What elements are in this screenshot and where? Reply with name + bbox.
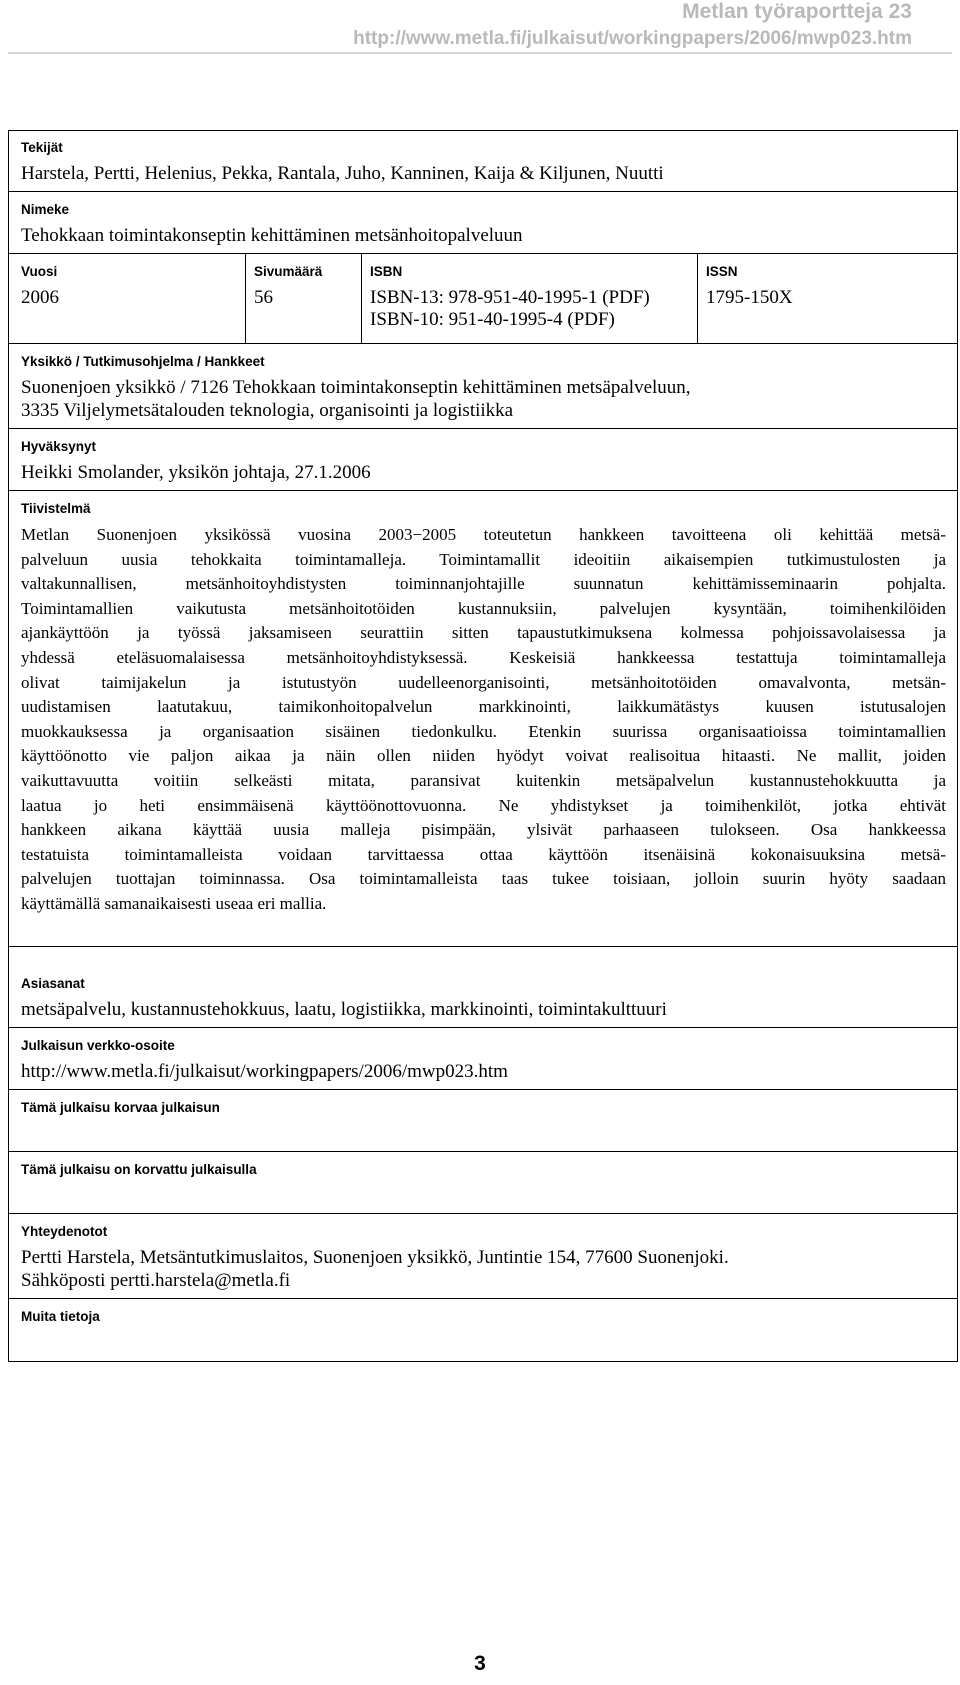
pages-label: Sivumäärä (254, 264, 323, 279)
unit-line: Suonenjoen yksikkö / 7126 Tehokkaan toimintakonseptin kehittäminen metsäpalveluun, (21, 377, 691, 398)
column-divider (361, 253, 362, 343)
row-divider (9, 1089, 957, 1090)
issn-value: 1795-150X (706, 287, 793, 308)
abstract-line: testatuista toimintamalleista voidaan tarvittaessa ottaa käyttöön itsenäisinä kokonaisuuksina metsä- (21, 844, 946, 864)
authors-label: Tekijät (21, 140, 63, 155)
web-address-value: http://www.metla.fi/julkaisut/workingpapers/2006/mwp023.htm (21, 1061, 508, 1082)
row-divider (9, 428, 957, 429)
title-label: Nimeke (21, 202, 70, 217)
web-address-label: Julkaisun verkko-osoite (21, 1038, 175, 1053)
keywords-value: metsäpalvelu, kustannustehokkuus, laatu, logistiikka, markkinointi, toimintakulttuuri (21, 999, 667, 1020)
row-divider (9, 1151, 957, 1152)
replaces-label: Tämä julkaisu korvaa julkaisun (21, 1100, 220, 1115)
row-divider (9, 490, 957, 491)
isbn-label: ISBN (370, 264, 403, 279)
series-title: Metlan työraportteja 23 (682, 0, 912, 23)
issn-label: ISSN (706, 264, 738, 279)
header-url: http://www.metla.fi/julkaisut/workingpapers/2006/mwp023.htm (353, 28, 912, 49)
contact-line: Pertti Harstela, Metsäntutkimuslaitos, Suonenjoen yksikkö, Juntintie 154, 77600 Suonenjoki. (21, 1247, 729, 1268)
column-divider (245, 253, 246, 343)
abstract-label: Tiivistelmä (21, 501, 91, 516)
header-divider (8, 52, 952, 54)
column-divider (697, 253, 698, 343)
abstract-line: palveluun uusia tehokkaita toimintamalleja. Toimintamallit ideoitiin aikaisempien tutkimustulosten ja (21, 549, 946, 569)
contact-label: Yhteydenotot (21, 1224, 108, 1239)
keywords-label: Asiasanat (21, 976, 85, 991)
year-value: 2006 (21, 287, 59, 308)
title-value: Tehokkaan toimintakonseptin kehittäminen metsänhoitopalveluun (21, 225, 523, 246)
page-number: 3 (474, 1652, 486, 1675)
row-divider (9, 1213, 957, 1214)
abstract-line: vaikuttavuutta voitiin selkeästi mitata, paransivat kuitenkin metsäpalvelun kustannustehokkuutta ja (21, 770, 946, 790)
row-divider (9, 343, 957, 344)
row-divider (9, 1027, 957, 1028)
unit-label: Yksikkö / Tutkimusohjelma / Hankkeet (21, 354, 265, 369)
abstract-text (21, 523, 946, 917)
contact-line: Sähköposti pertti.harstela@metla.fi (21, 1270, 291, 1291)
row-divider (9, 946, 957, 947)
year-label: Vuosi (21, 264, 58, 279)
abstract-line: olivat taimijakelun ja istutustyön uudelleenorganisointi, metsänhoitotöiden omavalvonta, metsän- (21, 672, 946, 692)
abstract-line: käyttämällä samanaikaisesti useaa eri mallia. (21, 893, 327, 913)
other-info-label: Muita tietoja (21, 1309, 100, 1324)
isbn-10-value: ISBN-10: 951-40-1995-4 (PDF) (370, 309, 615, 330)
unit-line: 3335 Viljelymetsätalouden teknologia, organisointi ja logistiikka (21, 400, 514, 421)
authors-value: Harstela, Pertti, Helenius, Pekka, Rantala, Juho, Kanninen, Kaija & Kiljunen, Nuutti (21, 163, 664, 184)
isbn-13-value: ISBN-13: 978-951-40-1995-1 (PDF) (370, 287, 650, 308)
abstract-line: hankkeen aikana käyttää uusia malleja pisimpään, ylsivät parhaaseen tulokseen. Osa hankkeessa (21, 820, 946, 840)
abstract-line: palvelujen tuottajan toiminnassa. Osa toimintamalleista taas tukee toisiaan, jolloin suurin hyöty saadaan (21, 869, 946, 889)
abstract-line: Toimintamallien vaikutusta metsänhoitotöiden kustannuksiin, palvelujen kysyntään, toimihenkilöiden (21, 598, 946, 618)
pages-value: 56 (254, 287, 273, 308)
description-form (8, 130, 958, 1362)
abstract-line: ajankäyttöön ja työssä jaksamiseen seurattiin sitten tapaustutkimuksena kolmessa pohjoissavolaisessa ja (21, 623, 946, 643)
approved-label: Hyväksynyt (21, 439, 97, 454)
row-divider (9, 191, 957, 192)
abstract-line: yhdessä eteläsuomalaisessa metsänhoitoyhdistyksessä. Keskeisiä hankkeessa testattuja toimintamalleja (21, 647, 946, 667)
abstract-line: käyttöönotto vie paljon aikaa ja näin ollen niiden hyödyt voivat realisoitua hitaasti. Ne mallit, joiden (21, 746, 946, 766)
row-divider (9, 253, 957, 254)
abstract-line: valtakunnallisen, metsänhoitoyhdistysten toiminnanjohtajille suunnatun kehittämisseminaarin pohjalta. (21, 574, 946, 594)
abstract-line: Metlan Suonenjoen yksikössä vuosina 2003−2005 toteutetun hankkeen tavoitteena oli kehittää metsä- (21, 525, 946, 544)
abstract-line: laatua jo heti ensimmäisenä käyttöönottovuonna. Ne yhdistykset ja toimihenkilöt, jotka ehtivät (21, 795, 946, 815)
abstract-line: muokkauksessa ja organisaation sisäinen tiedonkulku. Etenkin suurissa organisaatioissa toimintamallien (21, 721, 946, 741)
replaced-by-label: Tämä julkaisu on korvattu julkaisulla (21, 1162, 257, 1177)
approved-value: Heikki Smolander, yksikön johtaja, 27.1.2006 (21, 462, 371, 483)
abstract-line: uudistamisen laatutakuu, taimikonhoitopalvelun markkinointi, laikkumätästys kuusen istutusalojen (21, 697, 946, 717)
row-divider (9, 1298, 957, 1299)
